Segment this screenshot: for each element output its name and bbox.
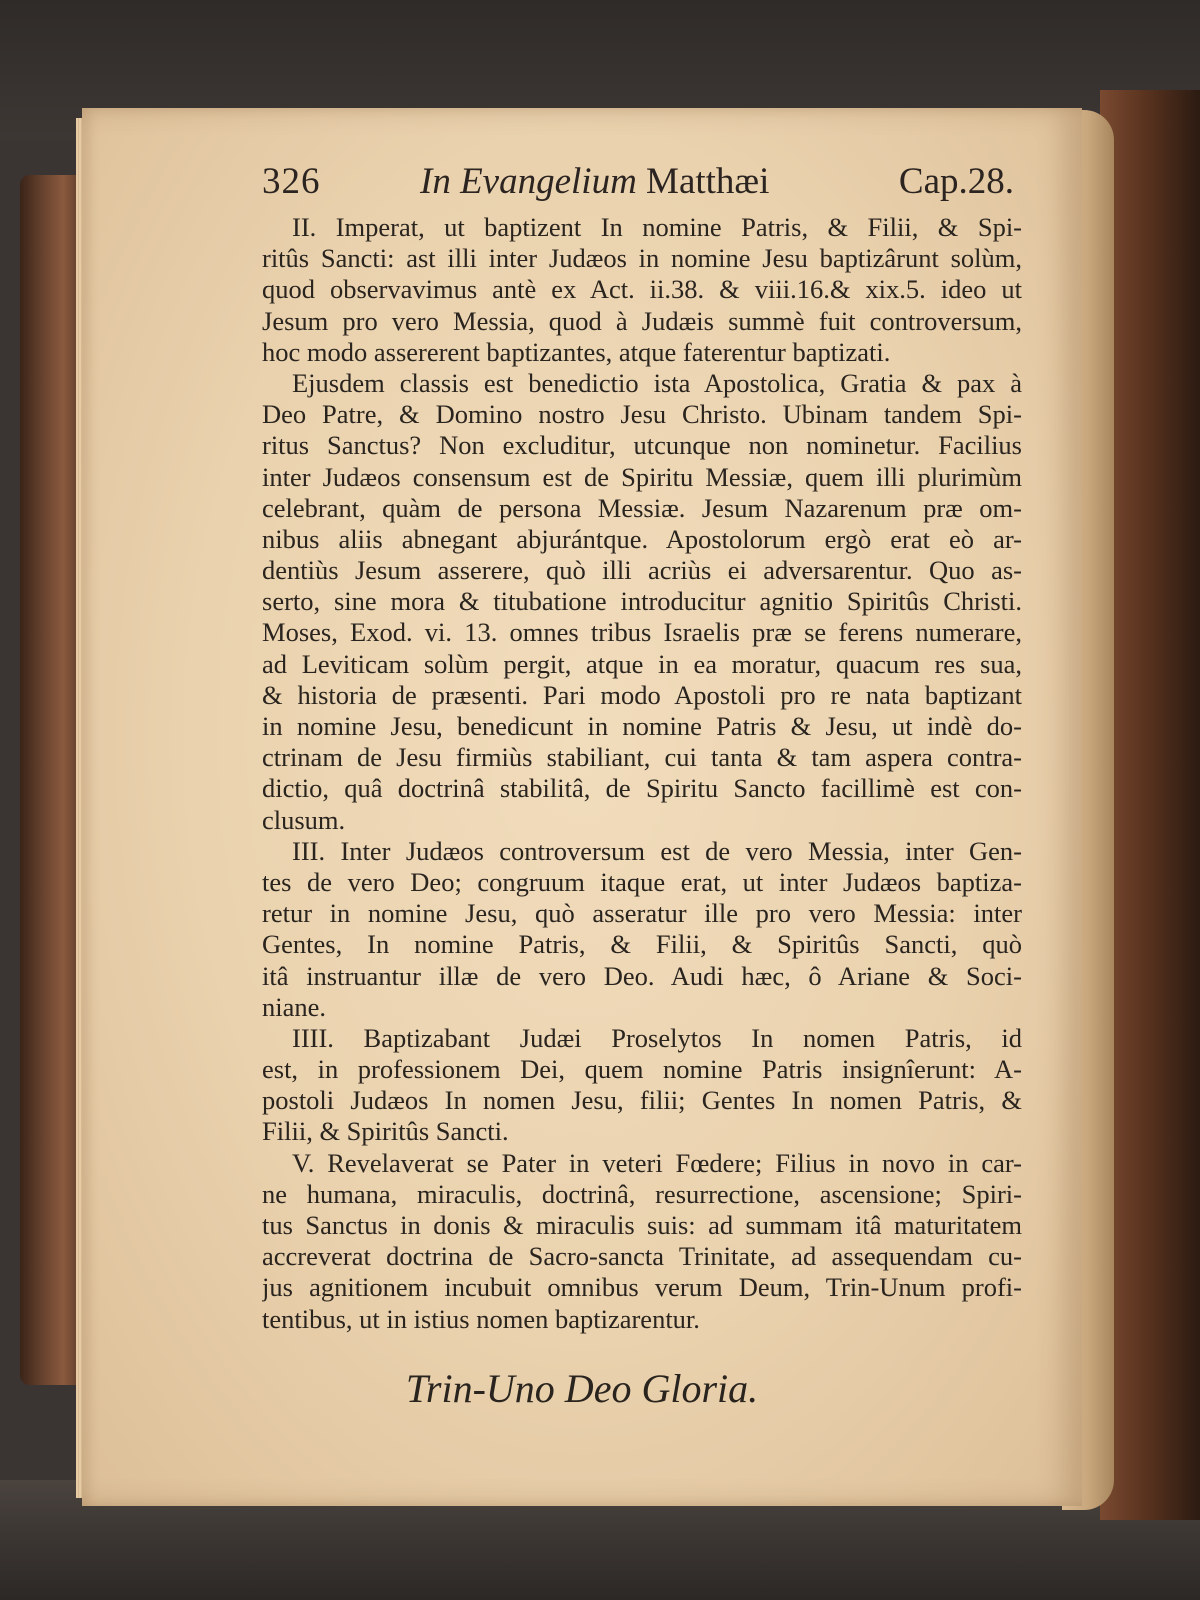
text-line: Filii, & Spiritûs Sancti. <box>262 1116 509 1147</box>
book-cover-left <box>20 175 82 1385</box>
text-line: niane. <box>262 991 327 1022</box>
text-line: celebrant, quàm de persona Messiæ. Jesum Nazarenum præ om- <box>262 492 1022 523</box>
text-line: Deo Patre, & Domino nostro Jesu Christo. Ubinam tandem Spi- <box>262 399 1022 430</box>
text-line: V. Revelaverat se Pater in veteri Fœdere; Filius in novo in car- <box>292 1147 1022 1178</box>
text-line: tus Sanctus in donis & miraculis suis: ad summam itâ maturitatem <box>262 1210 1022 1240</box>
text-line: serto, sine mora & titubatione introducitur agnitio Spiritûs Christi. <box>262 586 1022 617</box>
text-line: tentibus, ut in istius nomen baptizarentur. <box>262 1303 700 1334</box>
text-line: est, in professionem Dei, quem nomine Patris insignîerunt: A- <box>262 1054 1022 1085</box>
running-title <box>420 160 769 203</box>
text-line: tes de vero Deo; congruum itaque erat, ut inter Judæos baptiza- <box>262 866 1022 897</box>
text-line: hoc modo assererent baptizantes, atque faterentur baptizati. <box>262 336 891 367</box>
page-number: 326 <box>262 161 321 202</box>
text-line: clusum. <box>262 804 346 835</box>
body-text <box>262 212 1022 1335</box>
text-line: nibus aliis abnegant abjurántque. Apostolorum ergò erat eò ar- <box>262 523 1022 554</box>
text-line: postoli Judæos In nomen Jesu, filii; Gentes In nomen Patris, & <box>262 1085 1022 1116</box>
text-line: & historia de præsenti. Pari modo Apostoli pro re nata baptizant <box>262 679 1022 710</box>
text-line: ritûs Sancti: ast illi inter Judæos in nomine Jesu baptizârunt solùm, <box>262 243 1022 274</box>
text-line: jus agnitionem incubuit omnibus verum Deum, Trin-Unum profi- <box>262 1272 1022 1303</box>
text-line: ad Leviticam solùm pergit, atque in ea moratur, quacum res sua, <box>262 648 1022 679</box>
text-line: II. Imperat, ut baptizent In nomine Patris, & Filii, & Spi- <box>292 212 1022 242</box>
text-line: accreverat doctrina de Sacro-sancta Trinitate, ad assequendam cu- <box>262 1241 1022 1272</box>
text-line: retur in nomine Jesu, quò asseratur ille pro vero Messia: inter <box>262 898 1022 929</box>
text-line: dentiùs Jesum asserere, quò illi acriùs ei adversarentur. Quo as- <box>262 555 1022 586</box>
closing-doxology: Trin-Uno Deo Gloria. <box>405 1366 759 1411</box>
text-line: Moses, Exod. vi. 13. omnes tribus Israelis præ se ferens numerare, <box>262 617 1022 648</box>
text-line: dictio, quâ doctrinâ stabilitâ, de Spiritu Sancto facillimè est con- <box>262 773 1022 804</box>
text-line: itâ instruantur illæ de vero Deo. Audi hæc, ô Ariane & Soci- <box>262 960 1022 991</box>
text-line: Ejusdem classis est benedictio ista Apostolica, Gratia & pax à <box>292 367 1022 398</box>
text-line: in nomine Jesu, benedicunt in nomine Patris & Jesu, ut indè do- <box>262 711 1022 741</box>
text-line: Jesum pro vero Messia, quod à Judæis summè fuit controversum, <box>262 305 1022 336</box>
text-line: IIII. Baptizabant Judæi Proselytos In nomen Patris, id <box>292 1022 1022 1053</box>
running-title-roman: Matthæi <box>646 161 770 202</box>
running-header <box>262 160 1022 212</box>
book-cover-right <box>1100 90 1200 1520</box>
text-line: ctrinam de Jesu firmiùs stabiliant, cui tanta & tam aspera contra- <box>262 742 1022 773</box>
text-line: ritus Sanctus? Non excluditur, utcunque non nominetur. Facilius <box>262 430 1022 461</box>
text-line: inter Judæos consensum est de Spiritu Messiæ, quem illi plurimùm <box>262 461 1022 492</box>
chapter-label: Cap.28. <box>898 161 1014 202</box>
text-line: III. Inter Judæos controversum est de vero Messia, inter Gen- <box>292 835 1022 866</box>
text-line: quod observavimus antè ex Act. ii.38. & viii.16.& xix.5. ideo ut <box>262 274 1022 305</box>
running-title-italic: In Evangelium <box>420 161 637 202</box>
text-line: Gentes, In nomine Patris, & Filii, & Spiritûs Sancti, quò <box>262 929 1022 960</box>
text-line: ne humana, miraculis, doctrinâ, resurrectione, ascensione; Spiri- <box>262 1178 1022 1209</box>
